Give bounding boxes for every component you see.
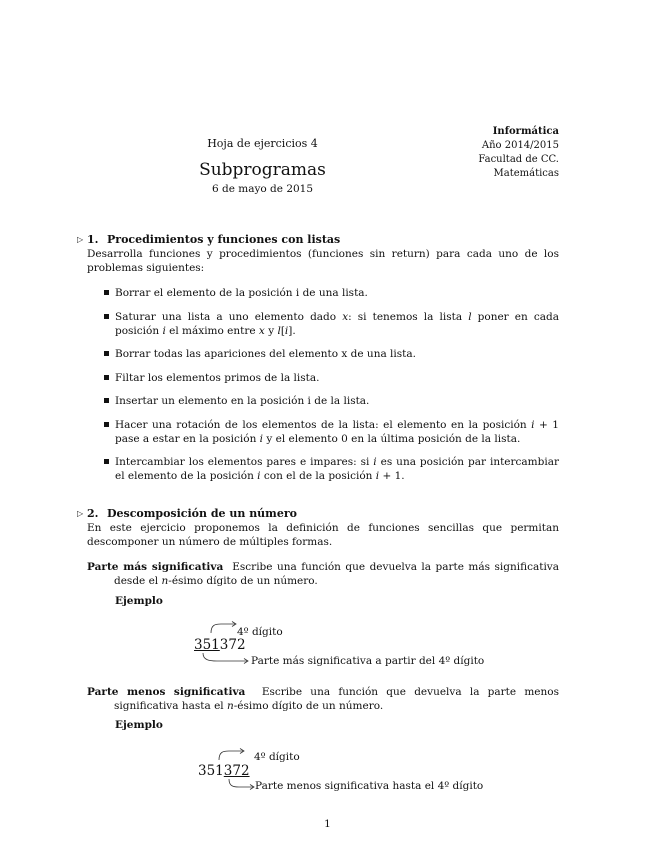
faculty-line2: Matemáticas: [493, 168, 559, 179]
academic-year: Año 2014/2015: [481, 140, 559, 151]
part2-title: Parte menos significativa: [87, 686, 246, 698]
page-title: Subprogramas: [199, 160, 326, 180]
faculty-line1: Facultad de CC.: [478, 154, 559, 165]
number-rest-part: 351: [198, 763, 224, 779]
section-1-list: [104, 286, 559, 493]
section-number: 2.: [87, 507, 99, 520]
list-item: Borrar todas las apariciones del elemento x de una lista.: [104, 347, 559, 361]
list-item: Intercambiar los elementos pares e impares: si 𝑖 es una posición par intercambiar el elemento de la posición 𝑖 con el de la posición 𝑖 + 1.: [104, 455, 559, 483]
part2-example-label: Ejemplo: [115, 719, 163, 731]
dept-name: Informática: [492, 126, 559, 137]
number-rest-part: 372: [219, 637, 246, 653]
part1-arrow-top-label: 4º dígito: [237, 626, 283, 638]
list-item: Borrar el elemento de la posición i de una lista.: [104, 286, 559, 300]
header-right-block: [478, 125, 559, 181]
part1-arrow-bottom-label: Parte más significativa a partir del 4º dígito: [251, 655, 485, 667]
section-1-heading: [77, 233, 340, 246]
section-title: Procedimientos y funciones con listas: [107, 233, 341, 246]
part2-arrow-top-label: 4º dígito: [254, 751, 300, 763]
section-1-intro: Desarrolla funciones y procedimientos (funciones sin return) para cada uno de los problemas siguientes:: [87, 248, 559, 274]
section-2-heading: [77, 507, 297, 520]
section-title: Descomposición de un número: [107, 507, 297, 520]
part2-paragraph: [87, 685, 559, 713]
part1-paragraph: [87, 560, 559, 588]
list-item: Saturar una lista a uno elemento dado 𝑥: si tenemos la lista 𝑙 poner en cada posición 𝑖 el máximo entre 𝑥 y 𝑙[𝑖].: [104, 310, 559, 338]
section-marker-icon: ▷: [77, 235, 84, 244]
part1-title: Parte más significativa: [87, 561, 224, 573]
section-marker-icon: ▷: [77, 509, 84, 518]
number-underlined-part: 351: [194, 637, 220, 653]
sheet-label: Hoja de ejercicios 4: [207, 137, 318, 150]
number-underlined-part: 372: [223, 763, 250, 779]
part2-text: Escribe una función que devuelva la parte menos significativa hasta el 𝑛-ésimo dígito de un número.: [114, 686, 559, 712]
page-date: 6 de mayo de 2015: [211, 183, 314, 195]
section-number: 1.: [87, 233, 99, 246]
page-number: 1: [324, 818, 331, 830]
list-item: Insertar un elemento en la posición i de la lista.: [104, 394, 559, 408]
list-item: Filtar los elementos primos de la lista.: [104, 371, 559, 385]
list-item: Hacer una rotación de los elementos de la lista: el elemento en la posición 𝑖 + 1 pase a estar en la posición 𝑖 y el elemento 0 en la última posición de la lista.: [104, 418, 559, 446]
section-2-intro: En este ejercicio proponemos la definición de funciones sencillas que permitan descomponer un número de múltiples formas.: [87, 522, 559, 548]
part1-example-label: Ejemplo: [115, 595, 163, 607]
part2-arrow-bottom-label: Parte menos significativa hasta el 4º dígito: [255, 780, 484, 792]
part1-text: Escribe una función que devuelva la parte más significativa desde el 𝑛-ésimo dígito de un número.: [114, 561, 559, 587]
